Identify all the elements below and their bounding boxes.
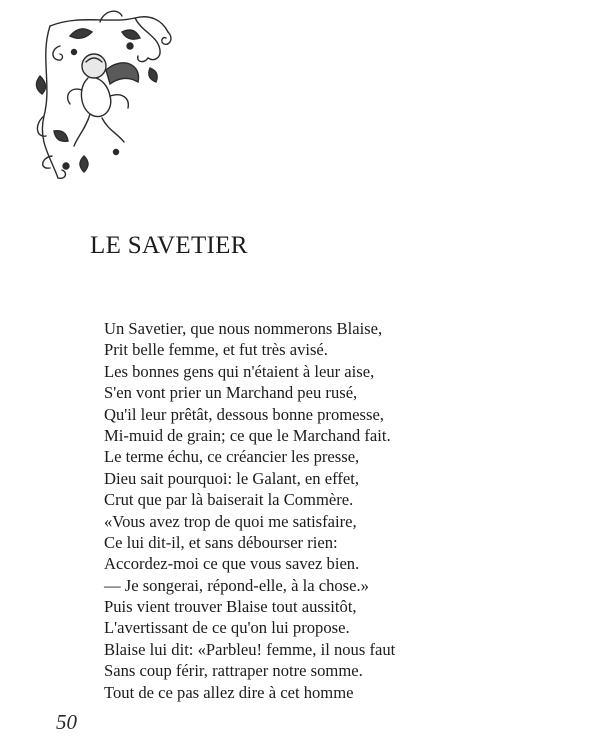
cherub-vine-ornament-icon — [30, 6, 180, 186]
poem-line: S'en vont prier un Marchand peu rusé, — [104, 383, 358, 403]
poem-line: «Vous avez trop de quoi me satisfaire, — [104, 511, 357, 531]
poem-line: Blaise lui dit: «Parbleu! femme, il nous faut — [104, 639, 396, 659]
poem-line: Le terme échu, ce créancier les presse, — [104, 447, 360, 467]
poem-line: Puis vient trouver Blaise tout aussitôt, — [104, 597, 357, 617]
poem-line: Tout de ce pas allez dire à cet homme — [104, 682, 354, 702]
poem-line: Crut que par là baiserait la Commère. — [104, 490, 354, 510]
page-number: 50 — [56, 710, 77, 734]
poem-line: — Je songerai, répond-elle, à la chose.» — [104, 575, 369, 595]
poem-line: Accordez-moi ce que vous savez bien. — [104, 554, 360, 574]
poem-line: Les bonnes gens qui n'étaient à leur aise, — [104, 361, 375, 381]
poem-line: Qu'il leur prêtât, dessous bonne promesse, — [104, 404, 384, 424]
poem-text — [104, 318, 395, 703]
poem-title: LE SAVETIER — [90, 232, 248, 259]
poem-line: Un Savetier, que nous nommerons Blaise, — [104, 319, 383, 338]
poem-line: Mi-muid de grain; ce que le Marchand fait. — [104, 425, 391, 445]
poem-line: Ce lui dit-il, et sans débourser rien: — [104, 532, 338, 552]
poem-line: L'avertissant de ce qu'on lui propose. — [104, 618, 350, 638]
poem-line: Prit belle femme, et fut très avisé. — [104, 340, 328, 360]
poem-line: Sans coup férir, rattraper notre somme. — [104, 661, 363, 681]
poem-line: Dieu sait pourquoi: le Galant, en effet, — [104, 468, 359, 488]
